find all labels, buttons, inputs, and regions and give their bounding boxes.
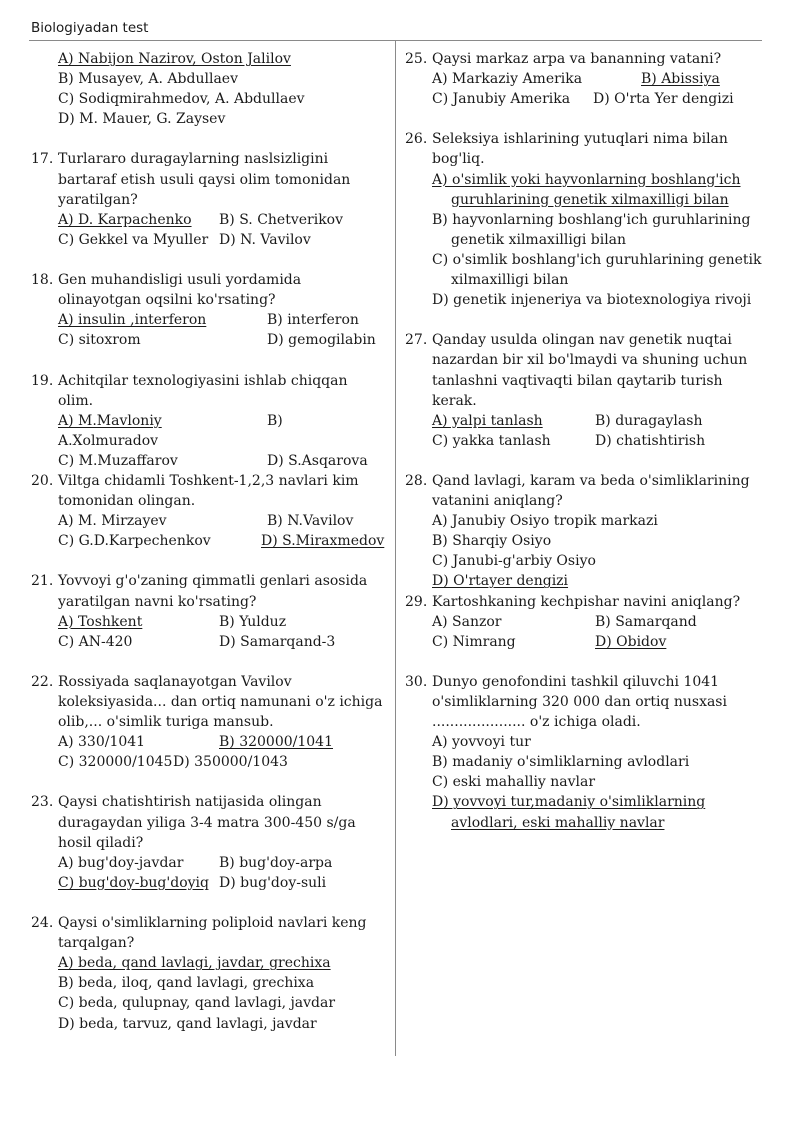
question-text: Qaysi o'simliklarning poliploid navlari keng tarqalgan?	[58, 915, 367, 952]
option-c: C) G.D.Karpechenkov	[58, 533, 211, 550]
question-26	[405, 129, 765, 310]
option-b: B) beda, iloq, qand lavlagi, grechixa	[58, 975, 315, 992]
question-number: 24.	[31, 915, 54, 932]
question-number: 18.	[31, 272, 54, 289]
option-b: B) Musayev, A. Abdullaev	[58, 71, 238, 88]
option-d: D) genetik injeneriya va biotexnologiya rivoji	[432, 292, 752, 309]
question-27	[405, 330, 765, 451]
right-column	[405, 49, 765, 833]
option-d: D) M. Mauer, G. Zaysev	[58, 111, 226, 128]
option-d: D) N. Vavilov	[219, 231, 311, 248]
question-number: 19.	[31, 372, 54, 389]
option-c: C) sitoxrom	[58, 332, 141, 349]
option-c: C) M.Muzaffarov	[58, 452, 178, 469]
question-20	[31, 471, 387, 551]
option-c: C) Nimrang	[432, 633, 516, 650]
option-d: D) 350000/1043	[173, 754, 288, 771]
option-d: D) S.Asqarova	[267, 452, 368, 469]
option-d-correct: D) yovvoyi tur,madaniy o'simliklarning avlodlari, eski mahalliy navlar	[432, 794, 706, 831]
question-text: Gen muhandisligi usuli yordamida olinayotgan oqsilni ko'rsating?	[58, 272, 302, 309]
option-d: D) O'rta Yer dengizi	[593, 91, 734, 108]
question-text: Kartoshkaning kechpishar navini aniqlang?	[432, 593, 741, 610]
question-number: 27.	[405, 332, 428, 349]
option-d: D) Samarqand-3	[219, 633, 336, 650]
option-a: A) Markaziy Amerika	[432, 71, 583, 88]
option-d-correct: D) Obidov	[595, 633, 667, 650]
question-18	[31, 270, 387, 350]
option-d: D) gemogilabin	[267, 332, 376, 349]
option-c: C) beda, qulupnay, qand lavlagi, javdar	[58, 995, 336, 1012]
question-number: 21.	[31, 573, 54, 590]
option-a-correct: A) insulin ,interferon	[58, 312, 207, 329]
question-text: Seleksiya ishlarining yutuqlari nima bilan bog'liq.	[432, 131, 728, 168]
option-d: D) beda, tarvuz, qand lavlagi, javdar	[58, 1015, 317, 1032]
question-text: Achitqilar texnologiyasini ishlab chiqqan olim.	[58, 372, 348, 409]
option-b: B) madaniy o'simliklarning avlodlari	[432, 754, 690, 771]
question-number: 28.	[405, 472, 428, 489]
question-number: 20.	[31, 472, 54, 489]
option-a: A) yovvoyi tur	[432, 734, 531, 751]
option-c: C) yakka tanlash	[432, 432, 551, 449]
question-text: Viltga chidamli Toshkent-1,2,3 navlari kim tomonidan olingan.	[58, 472, 359, 510]
option-b: B) Samarqand	[595, 613, 697, 630]
option-b: B) bug'doy-arpa	[219, 854, 333, 871]
option-c: C) 320000/1045	[58, 754, 173, 771]
option-a-correct: A) o'simlik yoki hayvonlarning boshlang'ich guruhlarining genetik xilmaxilligi bilan	[432, 171, 741, 208]
option-b: B) Yulduz	[219, 613, 287, 630]
question-number: 30.	[405, 673, 428, 690]
question-text: Qanday usulda olingan nav genetik nuqtai nazardan bir xil bo'lmaydi va shuning uchun tanlashni vaqtivaqti bilan qaytarib turish kerak.	[432, 332, 748, 409]
option-a-correct: A) beda, qand lavlagi, javdar, grechixa	[58, 955, 331, 972]
option-c: C) eski mahalliy navlar	[432, 774, 596, 791]
option-c: C) AN-420	[58, 633, 133, 650]
option-b: B) hayvonlarning boshlang'ich guruhlarining genetik xilmaxilligi bilan	[432, 211, 751, 248]
option-b: B) Sharqiy Osiyo	[432, 533, 552, 550]
option-b: B) N.Vavilov	[267, 513, 354, 530]
question-30	[405, 672, 765, 833]
option-b: B) duragaylash	[595, 412, 703, 429]
option-b-correct: B) Abissiya	[641, 71, 720, 88]
option-b: B) S. Chetverikov	[219, 211, 344, 228]
left-column	[31, 49, 387, 1034]
question-23	[31, 792, 387, 892]
question-number: 26.	[405, 131, 428, 148]
option-b: B) interferon	[267, 312, 359, 329]
question-text: Turlararo duragaylarning naslsizligini bartaraf etish usuli qaysi olim tomonidan yaratilgan?	[58, 151, 351, 208]
option-a: A) M. Mirzayev	[58, 513, 167, 530]
question-17	[31, 149, 387, 249]
question-text: Qaysi chatishtirish natijasida olingan duragaydan yiliga 3-4 matra 300-450 s/ga hosil qiladi?	[58, 794, 356, 851]
question-24	[31, 913, 387, 1034]
option-a-correct: A) Nabijon Nazirov, Oston Jalilov	[58, 51, 291, 67]
question-16-continued	[31, 49, 387, 129]
option-a-correct: A) yalpi tanlash	[432, 412, 543, 429]
option-a: A) Janubiy Osiyo tropik markazi	[432, 513, 658, 530]
question-29	[405, 592, 765, 652]
question-25	[405, 49, 765, 109]
option-c: C) Sodiqmirahmedov, A. Abdullaev	[58, 91, 305, 108]
question-number: 17.	[31, 151, 54, 168]
option-c: C) o'simlik boshlang'ich guruhlarining genetik xilmaxilligi bilan	[432, 251, 762, 289]
question-text: Yovvoyi g'o'zaning qimmatli genlari asosida yaratilgan navni ko'rsating?	[58, 573, 368, 610]
question-28	[405, 471, 765, 592]
option-a: A) 330/1041	[58, 734, 146, 751]
option-b-correct: B) 320000/1041	[219, 734, 333, 751]
question-21	[31, 571, 387, 651]
question-number: 25.	[405, 51, 428, 67]
column-divider	[395, 41, 396, 1056]
option-c: C) Gekkel va Myuller	[58, 231, 209, 248]
option-a-correct: A) D. Karpachenko	[58, 211, 192, 228]
option-a-correct: A) M.Mavloniy	[58, 412, 162, 429]
option-d-correct: D) S.Miraxmedov	[261, 533, 385, 550]
page-header-title: Biologiyadan test	[31, 20, 149, 36]
option-a-correct: A) Toshkent	[58, 613, 143, 630]
option-a: A) bug'doy-javdar	[58, 854, 184, 871]
option-c: C) Janubi-g'arbiy Osiyo	[432, 553, 596, 570]
option-c-correct: C) bug'doy-bug'doyiq	[58, 874, 209, 891]
question-text: Rossiyada saqlanayotgan Vavilov koleksiyasida... dan ortiq namunani o'z ichiga olib,... o'simlik turiga mansub.	[58, 673, 383, 731]
question-text: Qand lavlagi, karam va beda o'simliklarining vatanini aniqlang?	[432, 472, 750, 510]
question-text: Dunyo genofondini tashkil qiluvchi 1041 o'simliklarning 320 000 dan ortiq nusxasi ..................... o'z ichiga oladi.	[432, 673, 727, 731]
question-number: 23.	[31, 794, 54, 811]
question-19	[31, 371, 387, 471]
question-number: 29.	[405, 593, 428, 610]
option-b-continued: A.Xolmuradov	[58, 432, 159, 449]
option-d: D) bug'doy-suli	[219, 874, 327, 891]
option-c: C) Janubiy Amerika	[432, 91, 571, 108]
option-d-correct: D) O'rtayer dengizi	[432, 573, 569, 590]
question-number: 22.	[31, 673, 54, 690]
question-22	[31, 672, 387, 772]
option-b: B)	[267, 412, 283, 429]
option-d: D) chatishtirish	[595, 432, 706, 449]
question-text: Qaysi markaz arpa va bananning vatani?	[432, 51, 722, 67]
option-a: A) Sanzor	[432, 613, 502, 630]
